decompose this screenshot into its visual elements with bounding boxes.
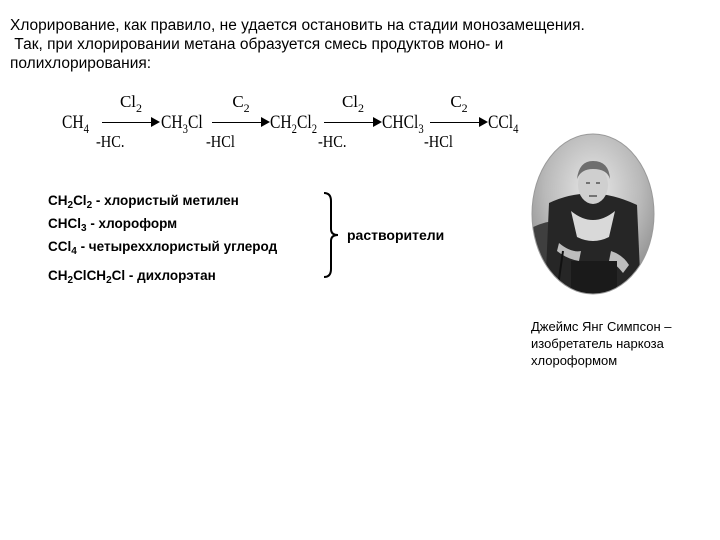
intro-line-2: Так, при хлорировании метана образуется смесь продуктов моно- и bbox=[10, 36, 504, 53]
solvent-item-dichloroethane: $CH_2ClCH_2Cl$ - дихлорэтан bbox=[48, 268, 216, 286]
portrait-image bbox=[531, 133, 655, 295]
reaction-arrow-1 bbox=[96, 92, 160, 152]
reagent-label: $C_2$ bbox=[232, 92, 250, 115]
reaction-arrow-2 bbox=[206, 92, 270, 152]
curly-brace-icon bbox=[318, 191, 346, 279]
byproduct-label: -HC. bbox=[318, 132, 347, 151]
arrow-head-icon bbox=[479, 117, 488, 127]
solvent-item-methylene-chloride: $CH_2Cl_2$ - хлористый метилен bbox=[48, 193, 239, 211]
reagent-label: $Cl_2$ bbox=[341, 92, 365, 115]
caption-line-3: хлороформом bbox=[531, 353, 618, 368]
solvents-group-label: растворители bbox=[347, 227, 445, 243]
compound-chloroform: CHCl$_3$ bbox=[382, 112, 424, 136]
intro-line-1: Хлорирование, как правило, не удается остановить на стадии монозамещения. bbox=[10, 17, 585, 34]
compound-carbon-tetrachloride: CCl$_4$ bbox=[488, 112, 519, 136]
compound-methane: $CH_4$ bbox=[62, 112, 89, 136]
intro-line-3: полихлорирования: bbox=[10, 55, 152, 72]
byproduct-label: -HC. bbox=[96, 132, 125, 151]
compound-dichloromethane: $CH_2Cl_2$ bbox=[270, 112, 318, 136]
intro-paragraph bbox=[10, 16, 710, 73]
reaction-arrow-4 bbox=[424, 92, 488, 152]
solvent-item-chloroform: CHCl$_3$ - хлороформ bbox=[48, 216, 178, 234]
solvent-item-carbon-tetrachloride: CCl$_4$ - четыреххлористый углерод bbox=[48, 239, 278, 257]
reagent-label: $Cl_2$ bbox=[119, 92, 143, 115]
arrow-head-icon bbox=[151, 117, 160, 127]
caption-line-2: изобретатель наркоза bbox=[531, 336, 664, 351]
compound-chloromethane: $CH_3Cl$ bbox=[161, 112, 203, 136]
caption-line-1: Джеймс Янг Симпсон – bbox=[531, 319, 672, 334]
byproduct-label: -HCl bbox=[424, 132, 453, 151]
arrow-head-icon bbox=[373, 117, 382, 127]
reaction-scheme bbox=[62, 88, 532, 164]
reagent-label: $C_2$ bbox=[450, 92, 468, 115]
portrait-caption bbox=[531, 318, 711, 369]
arrow-head-icon bbox=[261, 117, 270, 127]
reaction-arrow-3 bbox=[318, 92, 382, 152]
byproduct-label: -HCl bbox=[206, 132, 235, 151]
